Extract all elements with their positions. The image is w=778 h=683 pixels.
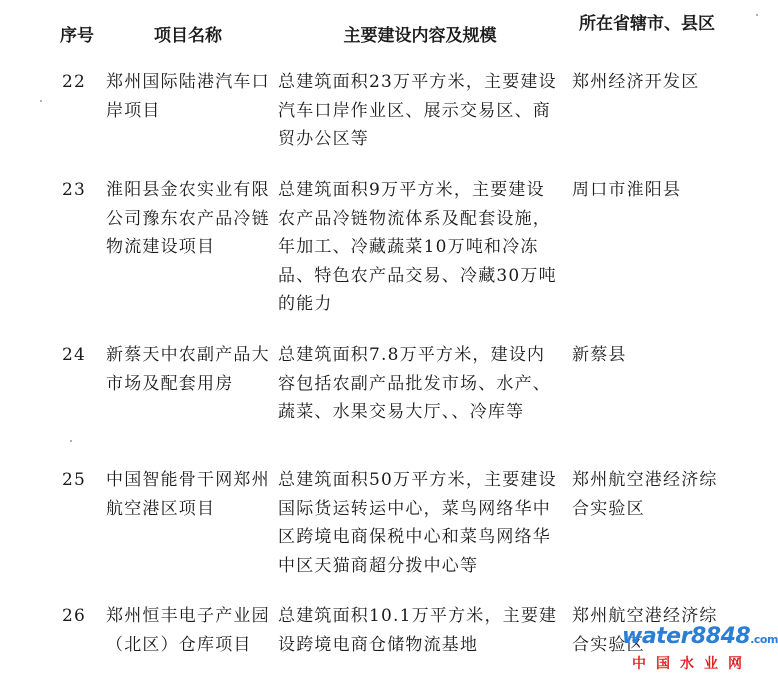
header-construction-content: 主要建设内容及规模 [343,26,497,46]
watermark-subtitle: 中国水业网 [632,656,752,672]
row-26-content: 总建筑面积10.1万平方米，主要建设跨境电商仓储物流基地 [278,606,558,655]
row-24-project-name: 新蔡天中农副产品大市场及配套用房 [106,345,270,394]
header-location: 所在省辖市、县区 [579,14,715,34]
scan-speck [70,440,72,442]
row-23-number: 23 [62,180,87,200]
row-25-project-name: 中国智能骨干网郑州航空港区项目 [106,470,270,519]
row-26-project-name: 郑州恒丰电子产业园（北区）仓库项目 [106,606,270,655]
row-26-location: 郑州航空港经济综合实验区 [572,606,718,655]
row-24-location: 新蔡县 [572,345,627,365]
row-22-number: 22 [62,72,87,92]
row-25-location: 郑州航空港经济综合实验区 [572,470,718,519]
row-23-content: 总建筑面积9万平方米，主要建设农产品冷链物流体系及配套设施，年加工、冷藏蔬菜10万吨和冷冻品、特色农产品交易、冷藏30万吨的能力 [278,180,557,314]
header-serial-number: 序号 [60,26,94,46]
row-24-number: 24 [62,345,87,365]
row-23-project-name: 淮阳县金农实业有限公司豫东农产品冷链物流建设项目 [106,180,270,257]
header-project-name: 项目名称 [154,26,222,46]
watermark-suffix: .com [750,633,778,646]
watermark-brand [622,623,778,654]
row-22-project-name: 郑州国际陆港汽车口岸项目 [106,72,270,121]
watermark-logo [622,623,778,679]
row-22-content: 总建筑面积23万平方米，主要建设汽车口岸作业区、展示交易区、商贸办公区等 [278,72,557,149]
row-23-location: 周口市淮阳县 [572,180,682,200]
scan-speck [40,100,42,102]
watermark-number: 8848 [690,624,751,649]
row-22-location: 郑州经济开发区 [572,72,700,92]
scan-speck [756,14,758,16]
watermark-prefix: water [622,624,691,649]
row-26-number: 26 [62,606,87,626]
row-25-number: 25 [62,470,87,490]
row-25-content: 总建筑面积50万平方米，主要建设国际货运转运中心，菜鸟网络华中区跨境电商保税中心和菜鸟网络华中区天猫商超分拨中心等 [278,470,557,576]
row-24-content: 总建筑面积7.8万平方米，建设内容包括农副产品批发市场、水产、蔬菜、水果交易大厅、、冷库等 [278,345,551,422]
